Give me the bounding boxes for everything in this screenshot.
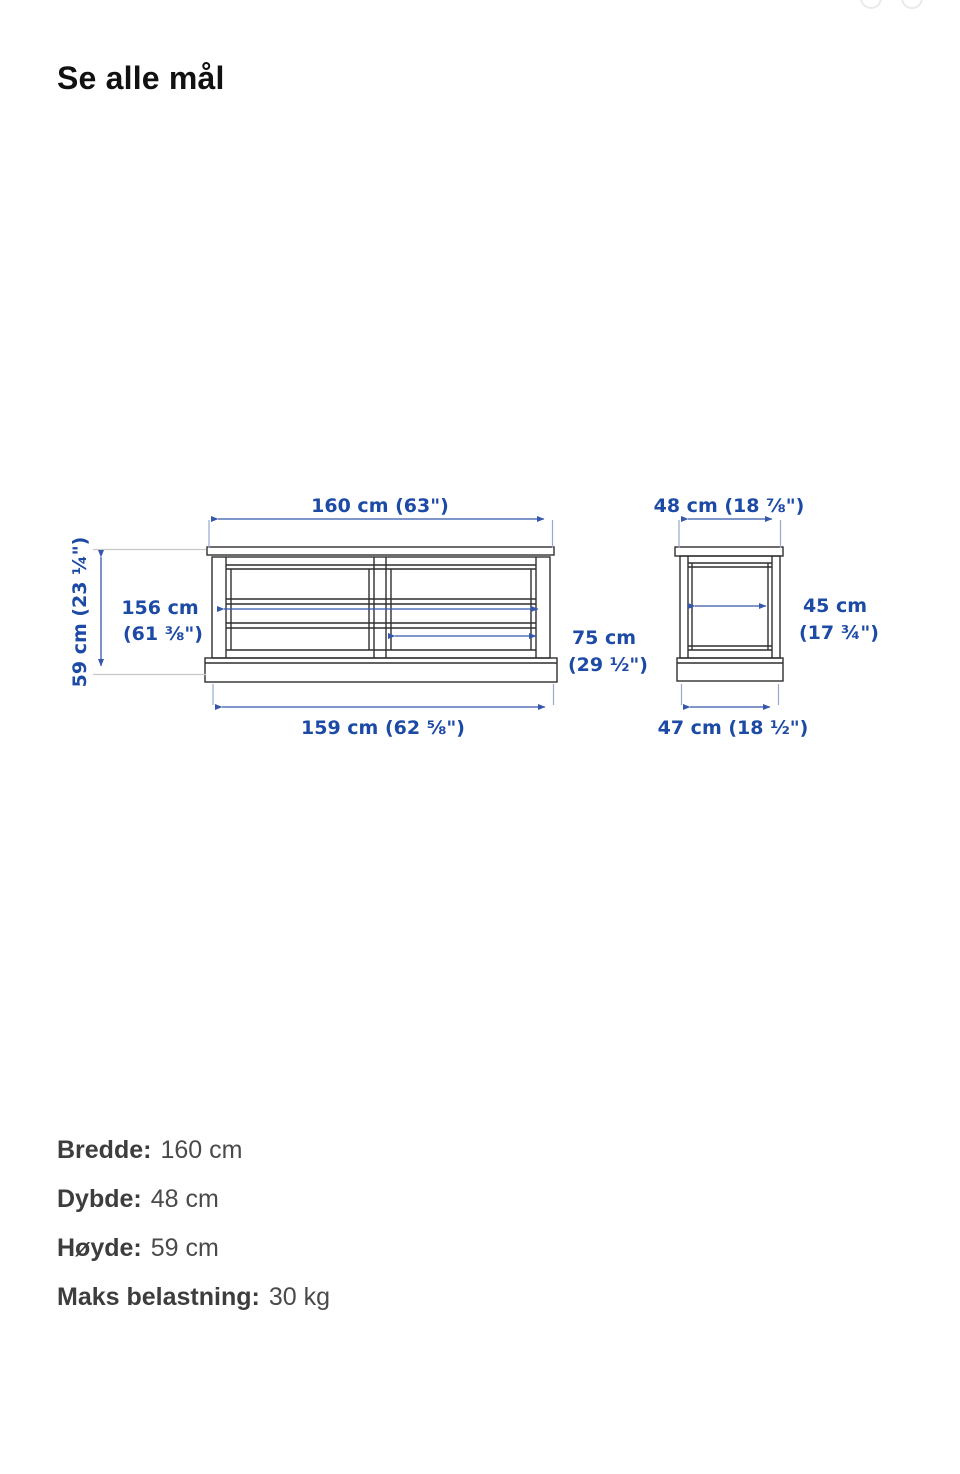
shelf-width-label-line1: 75 cm xyxy=(571,627,637,649)
side-inner-depth-label-line2: (17 ¾") xyxy=(799,622,879,644)
spec-row-dybde xyxy=(57,1175,330,1224)
side-inner-depth-label-line1: 45 cm xyxy=(802,595,868,617)
dimension-ticks xyxy=(209,520,781,705)
spec-label: Høyde: xyxy=(57,1234,142,1262)
spec-value: 30 kg xyxy=(268,1283,330,1311)
spec-list xyxy=(57,1126,330,1322)
front-inner-width-label-line1: 156 cm xyxy=(121,597,199,619)
front-width-top-label: 160 cm (63") xyxy=(311,495,449,517)
spec-value: 59 cm xyxy=(150,1234,219,1262)
front-inner-width-label-line2: (61 ⅜") xyxy=(123,623,203,645)
spec-label: Maks belastning: xyxy=(57,1283,260,1311)
cropped-icon-left xyxy=(860,0,882,9)
spec-label: Bredde: xyxy=(57,1136,152,1164)
spec-row-hoyde xyxy=(57,1224,330,1273)
front-width-bottom-label: 159 cm (62 ⅝") xyxy=(301,717,465,739)
side-depth-bottom-label: 47 cm (18 ½") xyxy=(657,717,809,739)
spec-row-bredde xyxy=(57,1126,330,1175)
spec-row-maks-belastning xyxy=(57,1273,330,1322)
cropped-icon-right xyxy=(901,0,923,9)
side-view-drawing xyxy=(675,547,783,681)
shelf-width-label-line2: (29 ½") xyxy=(568,654,648,676)
spec-value: 160 cm xyxy=(160,1136,243,1164)
dimensions-diagram xyxy=(0,450,960,790)
front-height-label: 59 cm (23 ¼") xyxy=(69,536,91,688)
page-title: Se alle mål xyxy=(57,60,225,96)
front-view-drawing xyxy=(205,547,557,682)
side-depth-top-label: 48 cm (18 ⅞") xyxy=(653,495,805,517)
spec-label: Dybde: xyxy=(57,1185,142,1213)
spec-value: 48 cm xyxy=(150,1185,219,1213)
